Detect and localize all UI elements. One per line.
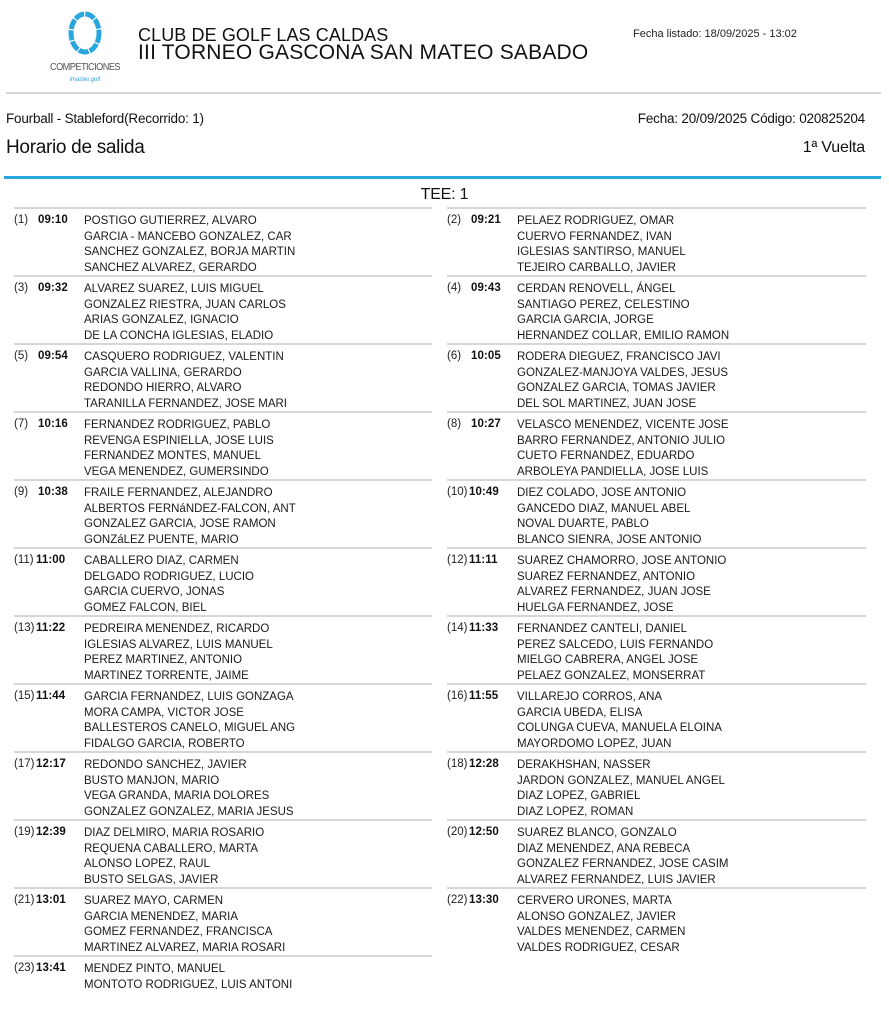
player-name: CERVERO URONES, MARTA	[517, 895, 672, 907]
player-name: VELASCO MENENDEZ, VICENTE JOSE	[517, 419, 729, 431]
player-list	[84, 554, 254, 617]
logo-subtext: imaster.golf	[69, 77, 101, 83]
player-name: GARCIA FERNANDEZ, LUIS GONZAGA	[84, 691, 294, 703]
tee-time: 10:49	[469, 486, 499, 498]
player-name: VALDES MENENDEZ, CARMEN	[517, 926, 686, 939]
group-number: (3)	[14, 282, 29, 294]
round-label: 1ª Vuelta	[802, 139, 865, 156]
player-list	[517, 350, 728, 413]
player-name: JARDON GONZALEZ, MANUEL ANGEL	[517, 774, 725, 787]
player-name: RODERA DIEGUEZ, FRANCISCO JAVI	[517, 351, 721, 363]
tee-time-group	[14, 683, 432, 751]
list-date: Fecha listado: 18/09/2025 - 13:02	[633, 28, 797, 40]
player-name: GONZáLEZ PUENTE, MARIO	[84, 534, 239, 547]
tee-time-group	[447, 411, 866, 479]
tee-time: 09:21	[471, 214, 501, 226]
tee-time-group	[447, 683, 866, 751]
player-name: CABALLERO DIAZ, CARMEN	[84, 555, 239, 567]
tee-time-group	[14, 207, 432, 275]
player-name: ALONSO GONZALEZ, JAVIER	[517, 910, 676, 923]
player-name: SANCHEZ GONZALEZ, BORJA MARTIN	[84, 246, 296, 259]
header-divider	[6, 92, 881, 94]
group-number: (23)	[14, 962, 35, 974]
player-name: PEREZ MARTINEZ, ANTONIO	[84, 654, 243, 667]
tee-time-group	[447, 887, 866, 955]
player-name: VEGA MENENDEZ, GUMERSINDO	[84, 466, 269, 479]
group-number: (5)	[14, 350, 29, 362]
player-name: REDONDO HIERRO, ALVARO	[84, 382, 242, 395]
player-name: SANTIAGO PEREZ, CELESTINO	[517, 298, 690, 311]
player-name: TEJEIRO CARBALLO, JAVIER	[517, 262, 676, 275]
player-name: FERNANDEZ MONTES, MANUEL	[84, 450, 261, 463]
player-list	[84, 350, 287, 413]
player-name: PELAEZ GONZALEZ, MONSERRAT	[517, 670, 706, 683]
group-number: (1)	[14, 214, 29, 226]
tee-time-group	[447, 275, 866, 343]
player-name: SUAREZ MAYO, CARMEN	[84, 895, 224, 907]
player-name: GONZALEZ GARCIA, TOMAS JAVIER	[517, 382, 716, 395]
tee-time-group	[14, 751, 432, 819]
player-list	[84, 758, 294, 821]
player-name: VILLAREJO CORROS, ANA	[517, 691, 663, 703]
page-title: Horario de salida	[6, 137, 145, 158]
player-list	[84, 690, 295, 753]
player-name: CASQUERO RODRIGUEZ, VALENTIN	[84, 351, 284, 363]
player-name: MENDEZ PINTO, MANUEL	[84, 963, 225, 975]
tournament-name: III TORNEO GASCONA SAN MATEO SABADO	[138, 41, 589, 64]
player-name: DIAZ MENENDEZ, ANA REBECA	[517, 842, 691, 855]
player-name: PEDREIRA MENENDEZ, RICARDO	[84, 623, 270, 635]
player-name: SUAREZ BLANCO, GONZALO	[517, 827, 677, 839]
player-name: SANCHEZ ALVAREZ, GERARDO	[84, 262, 257, 275]
player-name: GOMEZ FALCON, BIEL	[84, 602, 207, 615]
player-name: REDONDO SANCHEZ, JAVIER	[84, 759, 247, 771]
tee-time-group	[447, 343, 866, 411]
tee-time-group	[447, 547, 866, 615]
player-name: GOMEZ FERNANDEZ, FRANCISCA	[84, 926, 273, 939]
group-number: (10)	[447, 486, 468, 498]
player-name: DE LA CONCHA IGLESIAS, ELADIO	[84, 330, 274, 343]
player-name: GONZALEZ GONZALEZ, MARIA JESUS	[84, 806, 294, 819]
tee-time: 11:22	[36, 622, 66, 634]
document-header	[0, 0, 889, 95]
player-name: GONZALEZ-MANJOYA VALDES, JESUS	[517, 366, 729, 379]
group-number: (12)	[447, 554, 468, 566]
logo-ring-icon	[66, 10, 104, 56]
group-number: (4)	[447, 282, 462, 294]
player-list	[84, 282, 286, 345]
tee-time: 11:00	[36, 554, 66, 566]
tee-title: TEE: 1	[420, 186, 469, 203]
player-name: GARCIA UBEDA, ELISA	[517, 706, 643, 719]
player-name: DELGADO RODRIGUEZ, LUCIO	[84, 570, 254, 583]
player-name: SUAREZ CHAMORRO, JOSE ANTONIO	[517, 555, 727, 567]
tee-time-group	[14, 343, 432, 411]
tee-time-group	[447, 819, 866, 887]
logo-text: COMPETICIONES	[49, 62, 121, 73]
group-number: (20)	[447, 826, 468, 838]
player-list	[84, 214, 295, 277]
tee-time: 10:16	[38, 418, 68, 430]
player-name: REVENGA ESPINIELLA, JOSE LUIS	[84, 434, 274, 447]
competition-modality: Fourball - Stableford(Recorrido: 1)	[6, 111, 204, 126]
player-list	[517, 894, 685, 957]
tee-time: 09:54	[38, 350, 68, 362]
player-name: VEGA GRANDA, MARIA DOLORES	[84, 790, 270, 803]
tee-time-group	[447, 615, 866, 683]
player-name: GONZALEZ GARCIA, JOSE RAMON	[84, 518, 276, 531]
player-name: PELAEZ RODRIGUEZ, OMAR	[517, 215, 675, 227]
group-number: (21)	[14, 894, 35, 906]
player-list	[84, 894, 285, 957]
player-list	[517, 554, 726, 617]
player-list	[517, 214, 686, 277]
player-list	[517, 622, 713, 685]
tee-time: 11:11	[469, 554, 498, 566]
player-name: IGLESIAS SANTIRSO, MANUEL	[517, 246, 686, 259]
tee-time: 12:50	[469, 826, 499, 838]
event-date-code: Fecha: 20/09/2025 Código: 020825204	[637, 111, 865, 126]
player-name: FERNANDEZ RODRIGUEZ, PABLO	[84, 419, 271, 431]
player-name: BUSTO MANJON, MARIO	[84, 774, 220, 787]
player-name: BLANCO SIENRA, JOSE ANTONIO	[517, 534, 702, 547]
player-list	[517, 282, 729, 345]
player-name: DIAZ DELMIRO, MARIA ROSARIO	[84, 827, 265, 839]
group-number: (18)	[447, 758, 468, 770]
player-list	[517, 486, 701, 549]
group-number: (19)	[14, 826, 35, 838]
tee-time: 09:10	[38, 214, 68, 226]
player-name: CUETO FERNANDEZ, EDUARDO	[517, 450, 695, 463]
tee-time: 13:01	[36, 894, 66, 906]
player-list	[84, 486, 296, 549]
player-list	[84, 826, 264, 889]
player-name: BARRO FERNANDEZ, ANTONIO JULIO	[517, 434, 726, 447]
tee-time: 11:55	[469, 690, 499, 702]
player-name: FERNANDEZ CANTELI, DANIEL	[517, 623, 687, 635]
group-number: (8)	[447, 418, 462, 430]
group-number: (2)	[447, 214, 462, 226]
player-name: GONZALEZ FERNANDEZ, JOSE CASIM	[517, 858, 729, 871]
player-name: MORA CAMPA, VICTOR JOSE	[84, 706, 244, 719]
player-name: NOVAL DUARTE, PABLO	[517, 518, 649, 531]
tee-time: 12:17	[36, 758, 66, 770]
player-name: MARTINEZ ALVAREZ, MARIA ROSARI	[84, 942, 286, 955]
group-number: (22)	[447, 894, 468, 906]
tee-time: 11:33	[469, 622, 499, 634]
tee-time: 10:05	[471, 350, 501, 362]
player-name: TARANILLA FERNANDEZ, JOSE MARI	[84, 398, 287, 411]
tee-time-group	[14, 819, 432, 887]
tee-time: 13:30	[469, 894, 499, 906]
tee-time-group	[14, 887, 432, 955]
group-number: (14)	[447, 622, 468, 634]
player-name: CERDAN RENOVELL, ÁNGEL	[517, 283, 676, 295]
player-name: FIDALGO GARCIA, ROBERTO	[84, 738, 245, 751]
player-name: ALVAREZ FERNANDEZ, JUAN JOSE	[517, 586, 711, 599]
tee-time: 09:32	[38, 282, 68, 294]
tee-right-column	[447, 207, 866, 955]
player-name: CUERVO FERNANDEZ, IVAN	[517, 230, 672, 243]
player-name: ALONSO LOPEZ, RAUL	[84, 858, 210, 871]
player-name: IGLESIAS ALVAREZ, LUIS MANUEL	[84, 638, 273, 651]
player-name: BUSTO SELGAS, JAVIER	[84, 874, 219, 887]
tee-time-group	[14, 275, 432, 343]
player-name: HUELGA FERNANDEZ, JOSE	[517, 602, 674, 615]
player-name: ALVAREZ SUAREZ, LUIS MIGUEL	[84, 283, 264, 295]
player-name: PEREZ SALCEDO, LUIS FERNANDO	[517, 638, 714, 651]
tee-time: 13:41	[36, 962, 66, 974]
tee-time-group	[14, 615, 432, 683]
player-list	[517, 690, 722, 753]
player-name: GARCIA CUERVO, JONAS	[84, 586, 225, 599]
group-number: (16)	[447, 690, 468, 702]
player-name: BALLESTEROS CANELO, MIGUEL ANG	[84, 722, 296, 735]
player-list	[517, 826, 729, 889]
player-list	[84, 962, 292, 993]
group-number: (15)	[14, 690, 35, 702]
player-name: SUAREZ FERNANDEZ, ANTONIO	[517, 570, 696, 583]
tee-time: 12:39	[36, 826, 66, 838]
player-name: MARTINEZ TORRENTE, JAIME	[84, 670, 249, 683]
player-list	[84, 622, 273, 685]
tee-time: 10:27	[471, 418, 501, 430]
player-name: MONTOTO RODRIGUEZ, LUIS ANTONI	[84, 978, 293, 991]
tee-time: 10:38	[38, 486, 68, 498]
player-name: GANCEDO DIAZ, MANUEL ABEL	[517, 502, 691, 515]
player-name: GARCIA GARCIA, JORGE	[517, 314, 654, 327]
player-name: MAYORDOMO LOPEZ, JUAN	[517, 738, 672, 751]
player-name: HERNANDEZ COLLAR, EMILIO RAMON	[517, 330, 730, 343]
player-name: VALDES RODRIGUEZ, CESAR	[517, 942, 680, 955]
group-number: (11)	[14, 554, 34, 566]
competiciones-logo	[44, 8, 126, 90]
player-name: DIAZ LOPEZ, GABRIEL	[517, 790, 641, 803]
player-name: DERAKHSHAN, NASSER	[517, 759, 651, 771]
player-name: DIEZ COLADO, JOSE ANTONIO	[517, 487, 687, 499]
tee-time-group	[14, 547, 432, 615]
player-name: ARBOLEYA PANDIELLA, JOSE LUIS	[517, 466, 709, 479]
group-number: (7)	[14, 418, 29, 430]
tee-time-group	[447, 751, 866, 819]
player-list	[517, 418, 729, 481]
player-name: GONZALEZ RIESTRA, JUAN CARLOS	[84, 298, 286, 311]
tee-time-group	[447, 207, 866, 275]
group-number: (9)	[14, 486, 29, 498]
tee-left-column	[14, 207, 432, 1023]
player-list	[517, 758, 725, 821]
group-number: (13)	[14, 622, 35, 634]
player-name: REQUENA CABALLERO, MARTA	[84, 842, 259, 855]
player-name: ALBERTOS FERNáNDEZ-FALCON, ANT	[84, 502, 296, 515]
accent-divider	[4, 176, 881, 179]
player-name: DEL SOL MARTINEZ, JUAN JOSE	[517, 398, 697, 411]
player-name: COLUNGA CUEVA, MANUELA ELOINA	[517, 722, 722, 735]
tee-time-group	[14, 479, 432, 547]
tee-time: 09:43	[471, 282, 501, 294]
player-name: MIELGO CABRERA, ANGEL JOSE	[517, 654, 699, 667]
player-name: FRAILE FERNANDEZ, ALEJANDRO	[84, 487, 273, 499]
club-name: CLUB DE GOLF LAS CALDAS	[138, 25, 389, 45]
group-number: (17)	[14, 758, 35, 770]
player-name: POSTIGO GUTIERREZ, ALVARO	[84, 215, 257, 227]
player-name: GARCIA VALLINA, GERARDO	[84, 366, 242, 379]
tee-time: 12:28	[469, 758, 499, 770]
player-name: GARCIA - MANCEBO GONZALEZ, CAR	[84, 230, 292, 243]
group-number: (6)	[447, 350, 462, 362]
player-list	[84, 418, 274, 481]
tee-time-group	[14, 411, 432, 479]
player-name: ARIAS GONZALEZ, IGNACIO	[84, 314, 239, 327]
player-name: ALVAREZ FERNANDEZ, LUIS JAVIER	[517, 874, 716, 887]
tee-time-group	[14, 955, 432, 1023]
player-name: DIAZ LOPEZ, ROMAN	[517, 806, 634, 819]
tee-time: 11:44	[36, 690, 66, 702]
player-name: GARCIA MENENDEZ, MARIA	[84, 910, 238, 923]
tee-time-group	[447, 479, 866, 547]
